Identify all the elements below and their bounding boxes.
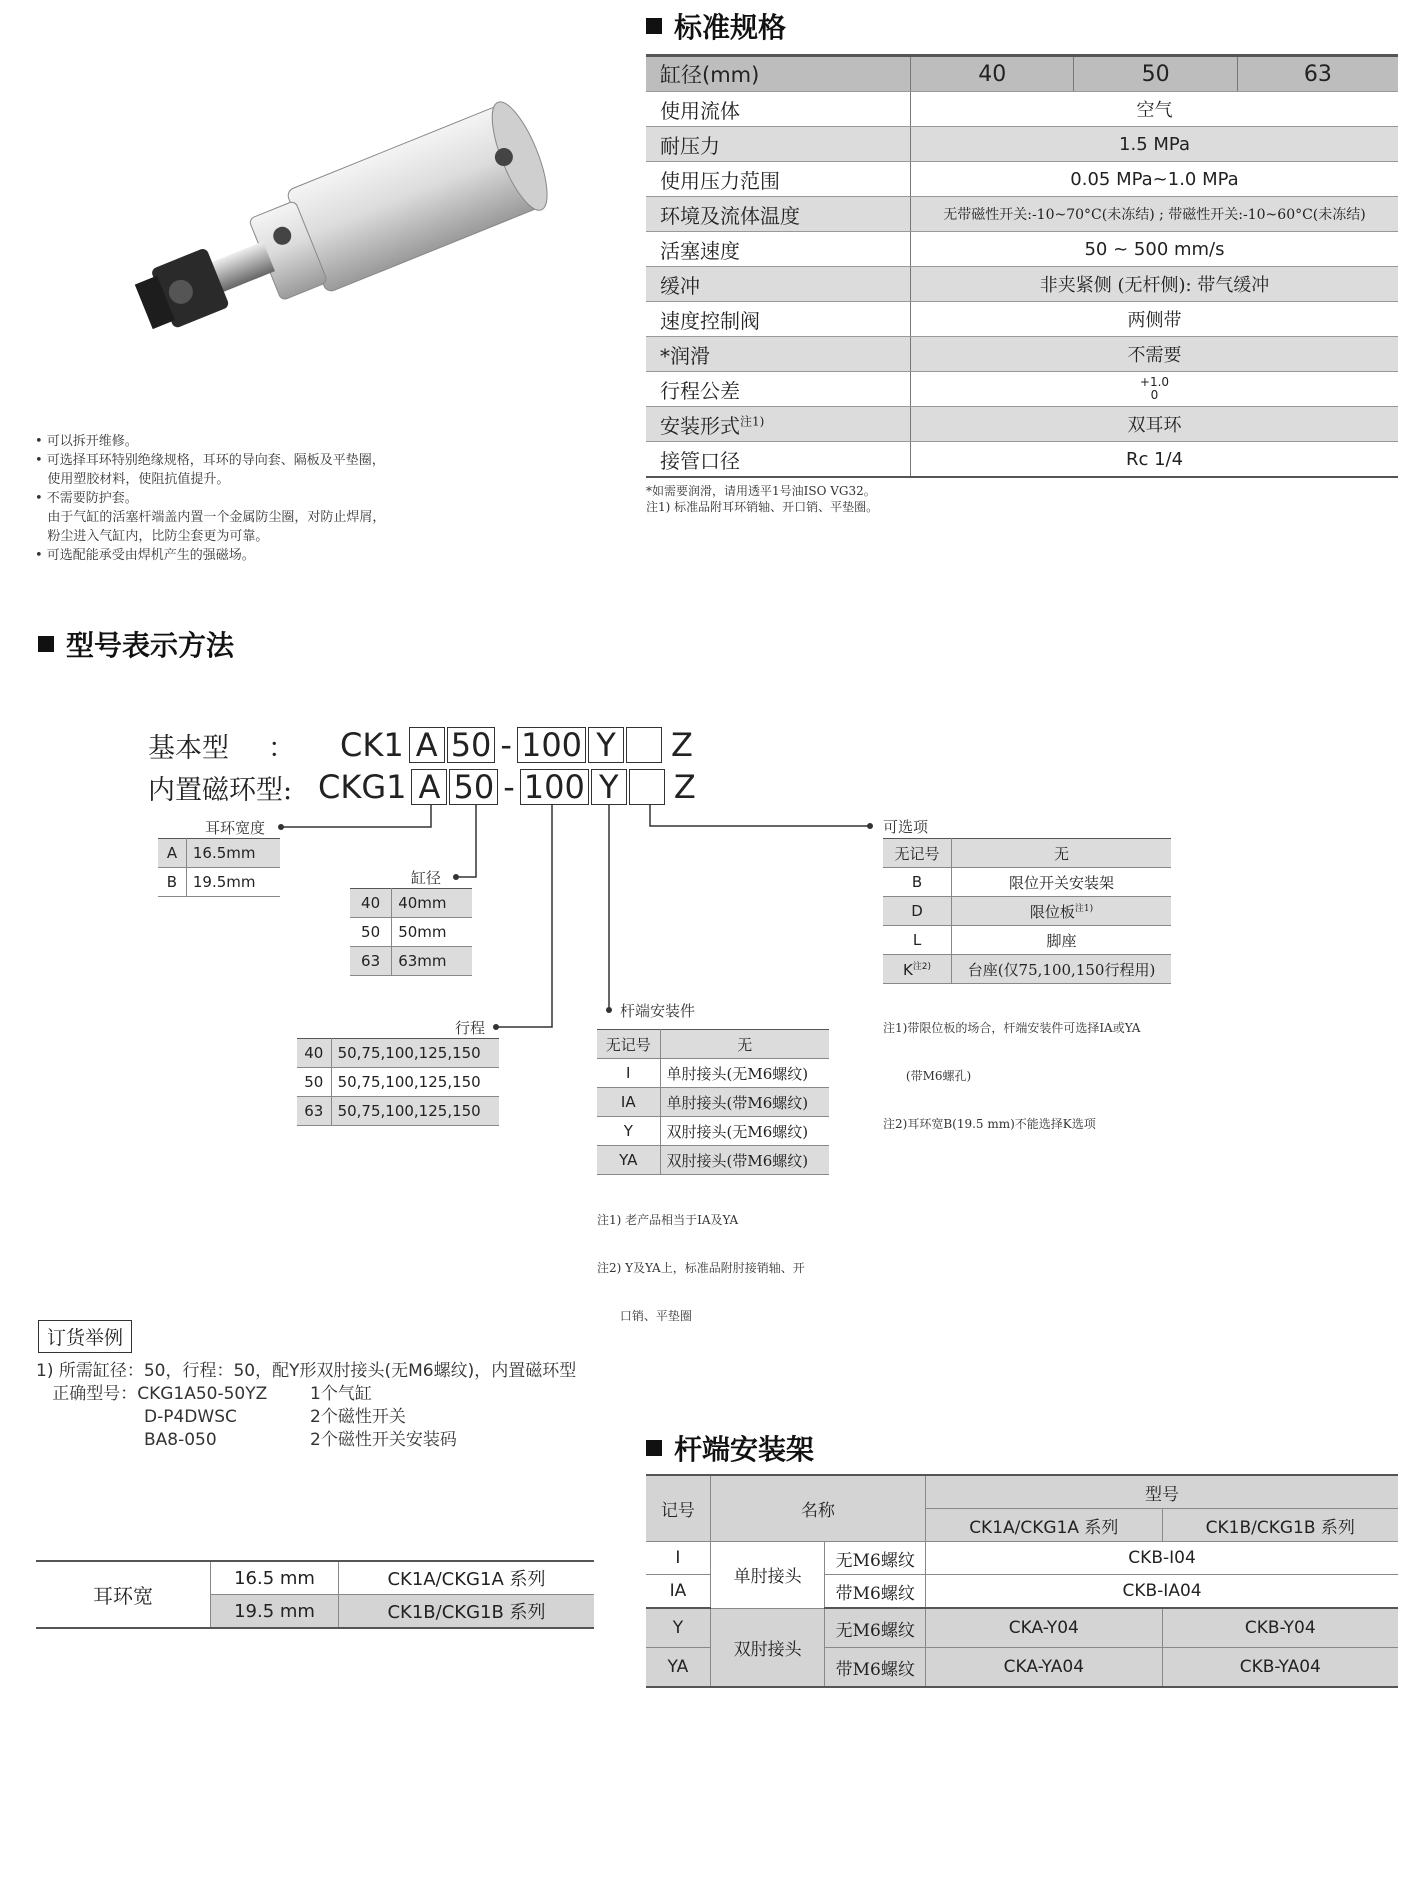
spec-row: 使用流体 空气 [646, 92, 1398, 127]
spec-bore-50: 50 [1074, 56, 1237, 92]
table-row: 50 50mm [350, 918, 472, 947]
tolerance-plus: +1.0 [1139, 375, 1170, 389]
spec-row: 速度控制阀 两侧带 [646, 302, 1398, 337]
rod-end-label: 杆端安装件 [620, 1002, 696, 1020]
square-bullet-icon [646, 1440, 662, 1456]
table-row: CK1A/CKG1A 系列 CK1B/CKG1B 系列 [646, 1509, 1398, 1542]
bore-table [350, 888, 472, 976]
feature-item: • 可以拆开维修。 [35, 434, 138, 449]
spec-row: 行程公差 +1.0 0 [646, 372, 1398, 407]
stroke-table [297, 1038, 499, 1126]
spec-row: 使用压力范围 0.05 MPa~1.0 MPa [646, 162, 1398, 197]
feature-item: • 可选配能承受由焊机产生的强磁场。 [35, 548, 255, 563]
stroke-label: 行程 [455, 1019, 486, 1037]
spec-row: 缓冲 非夹紧侧 (无杆侧): 带气缓冲 [646, 267, 1398, 302]
order-lines: 1) 所需缸径：50，行程：50，配Y形双肘接头(无M6螺纹)，内置磁环型 正确型号：CKG1A50-50YZ 1个气缸 D-P4DWSC 2个磁性开关 BA8-050 2个磁性开关安装码 [36, 1361, 577, 1450]
table-row: I 单肘接头(无M6螺纹) [597, 1059, 829, 1088]
table-row: A 16.5mm [158, 839, 280, 868]
mount-title: 杆端安装架 [646, 1428, 814, 1468]
feature-item: 粉尘进入气缸内，比防尘套更为可靠。 [35, 529, 269, 544]
table-row: YA 双肘接头(带M6螺纹) [597, 1146, 829, 1175]
spec-header-label: 缸径(mm) [646, 56, 911, 92]
table-row: IA 单肘接头(带M6螺纹) [597, 1088, 829, 1117]
table-row: B 19.5mm [158, 868, 280, 897]
spec-bore-40: 40 [911, 56, 1074, 92]
table-row: $K^{注2)}$ 台座(仅75,100,150行程用) [883, 955, 1171, 984]
feature-item: • 不需要防护套。 [35, 491, 138, 506]
rod-end-table [597, 1029, 829, 1175]
options-table [883, 838, 1171, 984]
table-row: 19.5 mm CK1B/CKG1B 系列 [36, 1595, 594, 1629]
table-row: IA 带M6螺纹 CKB-IA04 [646, 1575, 1398, 1609]
table-row: 40 40mm [350, 889, 472, 918]
model-code-basic: 基本型 ： CK1 A 50 - 100 Y Z [148, 726, 693, 764]
mount-table [646, 1474, 1398, 1688]
table-row: 63 50,75,100,125,150 [297, 1097, 499, 1126]
table-row: 无记号 无 [883, 839, 1171, 868]
spec-bore-63: 63 [1237, 56, 1398, 92]
table-row: Y 双肘接头 无M6螺纹 CKA-Y04 CKB-Y04 [646, 1608, 1398, 1648]
order-title: 订货举例 [38, 1320, 132, 1353]
table-row: 50 50,75,100,125,150 [297, 1068, 499, 1097]
table-row: YA 带M6螺纹 CKA-YA04 CKB-YA04 [646, 1648, 1398, 1688]
options-notes: 注1)带限位板的场合，杆端安装件可选择IA或YA (带M6螺孔) 注2)耳环宽B(19.5 mm)不能选择K选项 [883, 1021, 1141, 1131]
table-row: 记号 名称 型号 [646, 1475, 1398, 1509]
spec-row: 环境及流体温度 无带磁性开关:-10~70°C(未冻结) ; 带磁性开关:-10~60°C(未冻结) [646, 197, 1398, 232]
table-row: I 单肘接头 无M6螺纹 CKB-I04 [646, 1542, 1398, 1575]
spec-row: 耐压力 1.5 MPa [646, 127, 1398, 162]
spec-row: 接管口径 Rc 1/4 [646, 442, 1398, 478]
spec-row: 安装形式$^{注1)}$ 双耳环 [646, 407, 1398, 442]
feature-item: 由于气缸的活塞杆端盖内置一个金属防尘圈，对防止焊屑， [35, 510, 386, 525]
table-row: 40 50,75,100,125,150 [297, 1039, 499, 1068]
feature-item: 使用塑胶材料，使阻抗值提升。 [35, 472, 230, 487]
bore-label: 缸径 [411, 869, 442, 887]
table-row: Y 双肘接头(无M6螺纹) [597, 1117, 829, 1146]
ear-width-table [158, 838, 280, 897]
table-row: 63 63mm [350, 947, 472, 976]
ear-series-table [36, 1560, 594, 1629]
table-row: B 限位开关安装架 [883, 868, 1171, 897]
ear-width-label: 耳环宽度 [205, 819, 266, 837]
spec-row: 活塞速度 50 ~ 500 mm/s [646, 232, 1398, 267]
model-title: 型号表示方法 [38, 624, 234, 664]
table-row: L 脚座 [883, 926, 1171, 955]
rod-end-notes: 注1) 老产品相当于IA及YA 注2) Y及YA上，标准品附肘接销轴、开 口销、平垫圈 [597, 1213, 805, 1323]
model-code-magnet: 内置磁环型: CKG1 A 50 - 100 Y Z [148, 768, 696, 806]
options-label: 可选项 [883, 818, 929, 836]
spec-row: *润滑 不需要 [646, 337, 1398, 372]
table-row: D 限位板$^{注1)}$ [883, 897, 1171, 926]
feature-item: • 可选择耳环特别绝缘规格，耳环的导向套、隔板及平垫圈， [35, 453, 385, 468]
table-row: 耳环宽 16.5 mm CK1A/CKG1A 系列 [36, 1561, 594, 1595]
spec-notes: *如需要润滑，请用透平1号油ISO VG32。 注1) 标准品附耳环销轴、开口销、平垫圈。 [646, 484, 879, 514]
tolerance-minus: 0 [1150, 388, 1159, 402]
table-row: 无记号 无 [597, 1030, 829, 1059]
spec-title: 标准规格 [646, 6, 786, 46]
